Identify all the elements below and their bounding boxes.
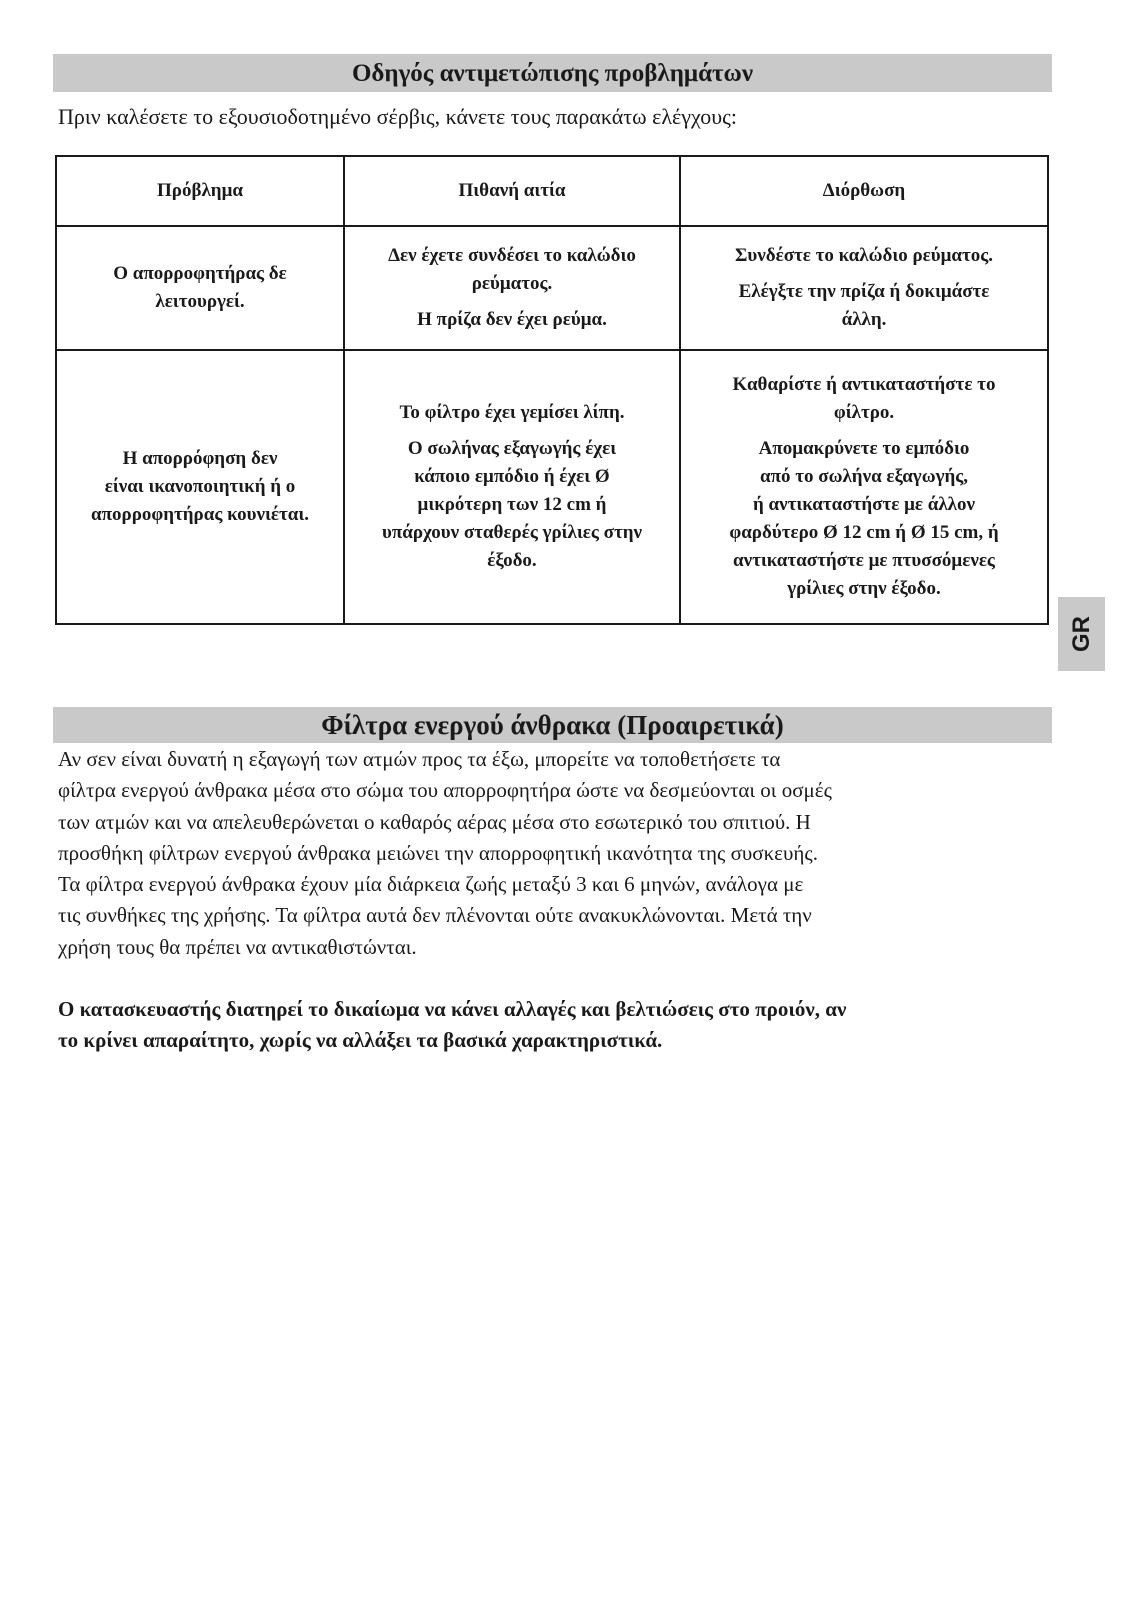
filters-paragraph bbox=[58, 744, 1048, 963]
cause-line: Δεν έχετε συνδέσει το καλώδιο bbox=[388, 245, 636, 266]
note-line: Ο κατασκευαστής διατηρεί το δικαίωμα να κάνει αλλαγές και βελτιώσεις στο προιόν, αν bbox=[58, 997, 847, 1021]
table-header-row bbox=[56, 156, 1048, 226]
paragraph-line: Τα φίλτρα ενεργού άνθρακα έχουν μία διάρκεια ζωής μεταξύ 3 και 6 μηνών, ανάλογα με bbox=[58, 872, 804, 897]
header-fix: Διόρθωση bbox=[680, 156, 1048, 226]
fix-line: Ελέγξτε την πρίζα ή δοκιμάστε bbox=[738, 281, 990, 302]
cause-line: Η πρίζα δεν έχει ρεύμα. bbox=[417, 309, 607, 330]
paragraph-line: των ατμών και να απελευθερώνεται ο καθαρός αέρας μέσα στο εσωτερικό του σπιτιού. Η bbox=[58, 809, 811, 834]
cause-line: υπάρχουν σταθερές γρίλιες στην bbox=[381, 522, 643, 543]
paragraph-line: προσθήκη φίλτρων ενεργού άνθρακα μειώνει την απορροφητική ικανότητα της συσκευής. bbox=[58, 840, 818, 865]
cause-line: έξοδο. bbox=[487, 550, 537, 571]
language-label: GR bbox=[1067, 616, 1095, 652]
note-line: το κρίνει απαραίτητο, χωρίς να αλλάξει τα βασικά χαρακτηριστικά. bbox=[58, 1028, 663, 1052]
language-tab bbox=[1058, 597, 1105, 671]
manufacturer-note bbox=[58, 994, 1058, 1056]
fix-line: από το σωλήνα εξαγωγής, bbox=[759, 466, 969, 487]
problem-line: απορροφητήρας κουνιέται. bbox=[91, 504, 309, 525]
cause-line: μικρότερη των 12 cm ή bbox=[417, 494, 607, 515]
paragraph-line: χρήση τους θα πρέπει να αντικαθιστώνται. bbox=[58, 934, 417, 959]
fix-cell bbox=[680, 350, 1048, 624]
problem-line: Η απορρόφηση δεν bbox=[122, 448, 278, 469]
fix-cell bbox=[680, 226, 1048, 350]
fix-line: άλλη. bbox=[841, 309, 887, 330]
problem-cell bbox=[56, 350, 344, 624]
header-problem: Πρόβλημα bbox=[56, 156, 344, 226]
paragraph-line: Αν σεν είναι δυνατή η εξαγωγή των ατμών προς τα έξω, μπορείτε να τοποθετήσετε τα bbox=[58, 747, 781, 771]
problem-line: Ο απορροφητήρας δε bbox=[113, 263, 287, 284]
fix-line: ή αντικαταστήστε με άλλον bbox=[753, 494, 975, 515]
cause-line: κάποιο εμπόδιο ή έχει Ø bbox=[414, 466, 610, 487]
filters-title: Φίλτρα ενεργού άνθρακα (Προαιρετικά) bbox=[53, 707, 1052, 743]
cause-line: Το φίλτρο έχει γεμίσει λίπη. bbox=[399, 402, 625, 423]
fix-line: Συνδέστε το καλώδιο ρεύματος. bbox=[734, 245, 994, 266]
problem-cell bbox=[56, 226, 344, 350]
fix-line: φαρδύτερο Ø 12 cm ή Ø 15 cm, ή bbox=[729, 522, 999, 543]
table-row bbox=[56, 226, 1048, 350]
troubleshooting-intro: Πριν καλέσετε το εξουσιοδοτημένο σέρβις, κάνετε τους παρακάτω ελέγχους: bbox=[58, 104, 737, 129]
fix-line: αντικαταστήστε με πτυσσόμενες bbox=[733, 550, 995, 571]
table-row bbox=[56, 350, 1048, 624]
cause-line: Ο σωλήνας εξαγωγής έχει bbox=[407, 438, 617, 459]
cause-cell bbox=[344, 226, 680, 350]
problem-line: είναι ικανοποιητική ή ο bbox=[104, 476, 296, 497]
fix-line: Απομακρύνετε το εμπόδιο bbox=[758, 438, 970, 459]
header-cause: Πιθανή αιτία bbox=[344, 156, 680, 226]
fix-line: γρίλιες στην έξοδο. bbox=[787, 578, 941, 599]
cause-cell bbox=[344, 350, 680, 624]
fix-line: φίλτρο. bbox=[833, 402, 895, 423]
paragraph-line: φίλτρα ενεργού άνθρακα μέσα στο σώμα του απορροφητήρα ώστε να δεσμεύονται οι οσμές bbox=[58, 778, 832, 803]
problem-line: λειτουργεί. bbox=[155, 291, 245, 312]
paragraph-line: τις συνθήκες της χρήσης. Τα φίλτρα αυτά δεν πλένονται ούτε ανακυκλώνονται. Μετά την bbox=[58, 903, 812, 928]
troubleshooting-table bbox=[55, 155, 1049, 625]
cause-line: ρεύματος. bbox=[471, 273, 553, 294]
troubleshooting-title: Οδηγός αντιμετώπισης προβλημάτων bbox=[53, 54, 1052, 92]
fix-line: Καθαρίστε ή αντικαταστήστε το bbox=[732, 374, 996, 395]
